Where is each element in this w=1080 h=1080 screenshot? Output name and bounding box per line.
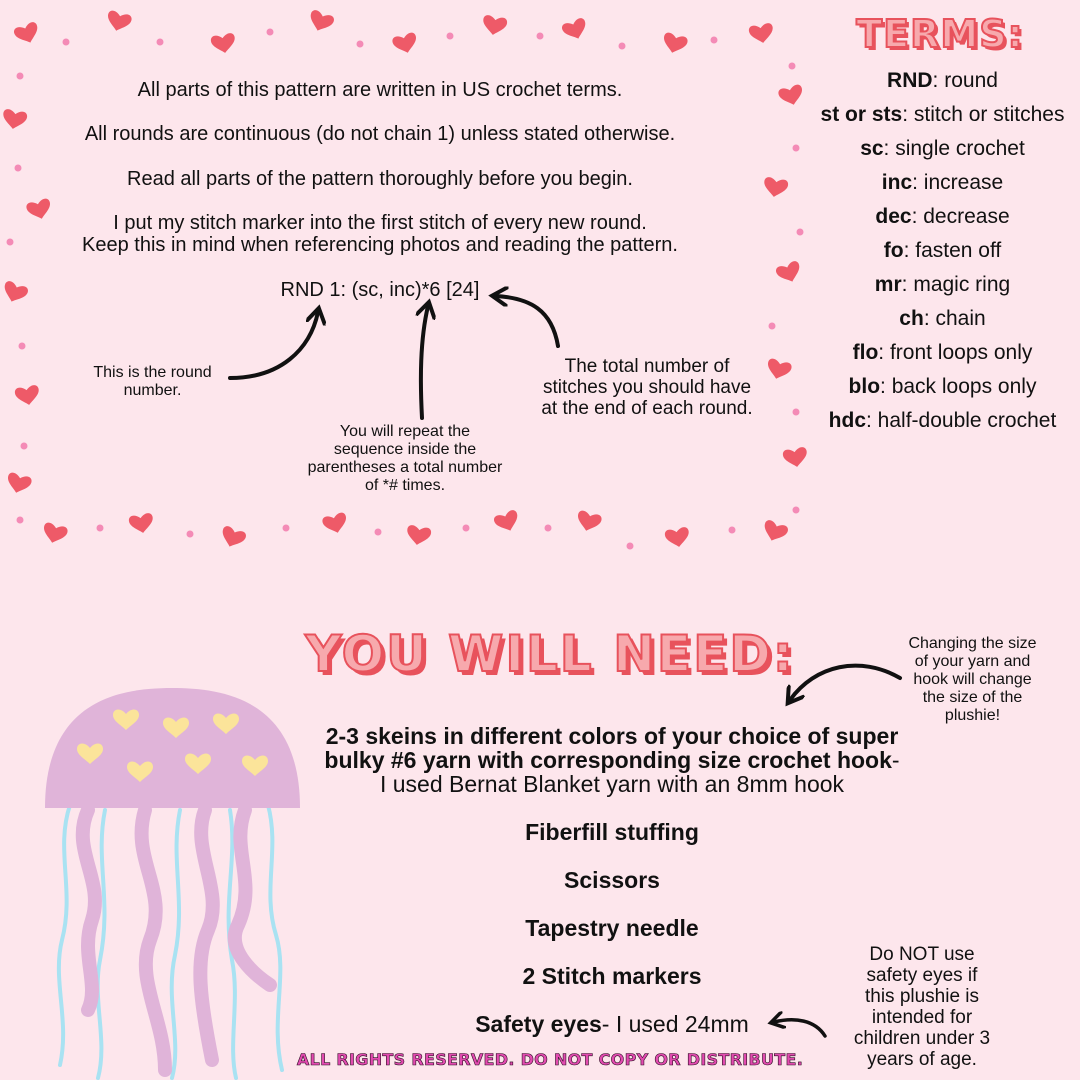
term-meaning: : single crochet xyxy=(883,137,1025,160)
decorative-dot xyxy=(447,33,454,40)
term-row xyxy=(800,372,1080,406)
safety-eyes-note: - I used 24mm xyxy=(601,1011,749,1037)
decorative-dot xyxy=(793,145,800,152)
decorative-dot xyxy=(545,525,552,532)
safety-eyes-label: Safety eyes xyxy=(475,1011,602,1037)
decorative-dot xyxy=(627,543,634,550)
decorative-dot xyxy=(711,37,718,44)
decorative-dot xyxy=(793,507,800,514)
decorative-dot xyxy=(729,527,736,534)
note-safety-eyes-warning xyxy=(838,944,1006,1070)
decorative-heart-icon xyxy=(128,512,155,535)
need-title: YOU WILL NEED: xyxy=(305,625,795,683)
decorative-heart-icon xyxy=(575,510,603,534)
note-line: plushie! xyxy=(944,707,1001,724)
intro-line-referencing: Keep this in mind when referencing photos and reading the pattern. xyxy=(82,234,678,256)
arrow-total xyxy=(496,296,558,346)
example-round: RND 1: (sc, inc)*6 [24] xyxy=(280,279,480,301)
jellyfish-illustration xyxy=(45,688,300,1078)
decorative-heart-icon xyxy=(748,22,775,45)
note-line: at the end of each round. xyxy=(541,398,753,419)
note-line: The total number of xyxy=(564,356,730,377)
note-total-stitches xyxy=(516,356,778,419)
decorative-heart-icon xyxy=(762,176,789,199)
need-yarn xyxy=(292,724,932,796)
decorative-dot xyxy=(769,323,776,330)
note-line: You will repeat the xyxy=(339,423,471,440)
decorative-heart-icon xyxy=(306,9,335,35)
decorative-dot xyxy=(375,529,382,536)
decorative-heart-icon xyxy=(218,525,247,551)
decorative-heart-icon xyxy=(321,512,349,536)
term-row xyxy=(800,100,1080,134)
decorative-heart-icon xyxy=(760,519,789,545)
term-abbr: ch xyxy=(899,307,924,330)
note-line: years of age. xyxy=(867,1049,977,1070)
decorative-dot xyxy=(97,525,104,532)
note-line: This is the round xyxy=(93,364,212,381)
decorative-heart-icon xyxy=(391,32,419,56)
yarn-dash: - xyxy=(891,747,900,773)
decorative-heart-icon xyxy=(481,14,508,37)
decorative-heart-icon xyxy=(5,472,33,496)
note-line: children under 3 xyxy=(853,1028,991,1049)
decorative-heart-icon xyxy=(664,526,691,549)
copyright-notice: ALL RIGHTS RESERVED. DO NOT COPY OR DISTRIBUTE. xyxy=(296,1050,804,1069)
term-abbr: fo xyxy=(883,239,904,262)
term-row xyxy=(800,66,1080,100)
decorative-dot xyxy=(63,39,70,46)
term-abbr: RND xyxy=(887,69,933,92)
need-scissors: Scissors xyxy=(564,867,660,893)
note-line: the size of the xyxy=(922,689,1023,706)
term-row xyxy=(800,304,1080,338)
term-row xyxy=(800,168,1080,202)
term-abbr: flo xyxy=(852,341,879,364)
decorative-heart-icon xyxy=(782,446,809,469)
terms-list xyxy=(800,66,1080,440)
decorative-heart-icon xyxy=(41,522,69,546)
intro-line-marker: I put my stitch marker into the first stitch of every new round. xyxy=(113,212,647,234)
term-row xyxy=(800,270,1080,304)
term-meaning: : chain xyxy=(923,307,986,330)
decorative-heart-icon xyxy=(405,524,432,547)
yarn-text-bold: 2-3 skeins in different colors of your choice of super xyxy=(325,723,899,749)
term-meaning: : magic ring xyxy=(901,273,1011,296)
need-stuffing: Fiberfill stuffing xyxy=(525,819,699,845)
yarn-text-bold: bulky #6 yarn with corresponding size crochet hook xyxy=(324,747,892,773)
term-meaning: : fasten off xyxy=(903,239,1002,262)
decorative-heart-icon xyxy=(105,10,133,34)
intro-line-us-terms: All parts of this pattern are written in US crochet terms. xyxy=(137,79,623,101)
note-line: parentheses a total number xyxy=(307,459,503,476)
term-abbr: sc xyxy=(860,137,884,160)
decorative-heart-icon xyxy=(661,32,689,56)
decorative-dot xyxy=(357,41,364,48)
term-row xyxy=(800,338,1080,372)
term-abbr: st or sts xyxy=(820,103,903,126)
decorative-dot xyxy=(619,43,626,50)
note-line: Changing the size xyxy=(908,635,1037,652)
term-row xyxy=(800,236,1080,270)
need-markers: 2 Stitch markers xyxy=(522,963,702,989)
term-meaning: : round xyxy=(932,69,998,92)
note-round-number xyxy=(60,364,245,400)
term-meaning: : front loops only xyxy=(878,341,1033,364)
term-row xyxy=(800,134,1080,168)
term-meaning: : increase xyxy=(912,171,1004,194)
decorative-heart-icon xyxy=(14,384,41,407)
note-line: Do NOT use xyxy=(869,944,975,965)
term-abbr: mr xyxy=(874,273,902,296)
term-meaning: : half-double crochet xyxy=(866,409,1057,432)
note-line: sequence inside the xyxy=(333,441,477,458)
decorative-dot xyxy=(537,33,544,40)
term-meaning: : stitch or stitches xyxy=(902,103,1065,126)
arrow-repeat xyxy=(421,306,428,418)
note-line: stitches you should have xyxy=(542,377,752,398)
note-line: this plushie is xyxy=(864,986,980,1007)
intro-line-continuous: All rounds are continuous (do not chain 1) unless stated otherwise. xyxy=(84,123,676,145)
decorative-dot xyxy=(19,343,26,350)
decorative-dot xyxy=(793,409,800,416)
note-line: hook will change xyxy=(913,671,1032,688)
decorative-dot xyxy=(463,525,470,532)
term-meaning: : back loops only xyxy=(880,375,1037,398)
term-abbr: dec xyxy=(875,205,912,228)
decorative-dot xyxy=(187,531,194,538)
note-line: of *# times. xyxy=(364,477,446,494)
term-row xyxy=(800,202,1080,236)
decorative-dot xyxy=(789,63,796,70)
note-line: safety eyes if xyxy=(866,965,978,986)
decorative-heart-icon xyxy=(0,280,29,306)
decorative-heart-icon xyxy=(493,509,522,535)
term-abbr: inc xyxy=(881,171,913,194)
term-abbr: blo xyxy=(848,375,881,398)
term-abbr: hdc xyxy=(828,409,867,432)
note-repeat xyxy=(285,423,525,495)
terms-title: TERMS: xyxy=(856,12,1024,56)
note-size-change xyxy=(880,635,1065,725)
note-line: number. xyxy=(123,382,182,399)
decorative-heart-icon xyxy=(210,32,237,55)
note-line: of your yarn and xyxy=(914,653,1031,670)
decorative-dot xyxy=(157,39,164,46)
decorative-dot xyxy=(21,443,28,450)
decorative-heart-icon xyxy=(13,21,42,47)
decorative-dot xyxy=(283,525,290,532)
intro-line-read-all: Read all parts of the pattern thoroughly before you begin. xyxy=(127,168,633,190)
need-safety-eyes xyxy=(400,1011,824,1038)
decorative-dot xyxy=(17,517,24,524)
yarn-text-note: I used Bernat Blanket yarn with an 8mm hook xyxy=(379,771,845,797)
term-row xyxy=(800,406,1080,440)
need-needle: Tapestry needle xyxy=(525,915,699,941)
decorative-heart-icon xyxy=(561,17,590,43)
decorative-dot xyxy=(267,29,274,36)
note-line: intended for xyxy=(871,1007,973,1028)
term-meaning: : decrease xyxy=(911,205,1010,228)
